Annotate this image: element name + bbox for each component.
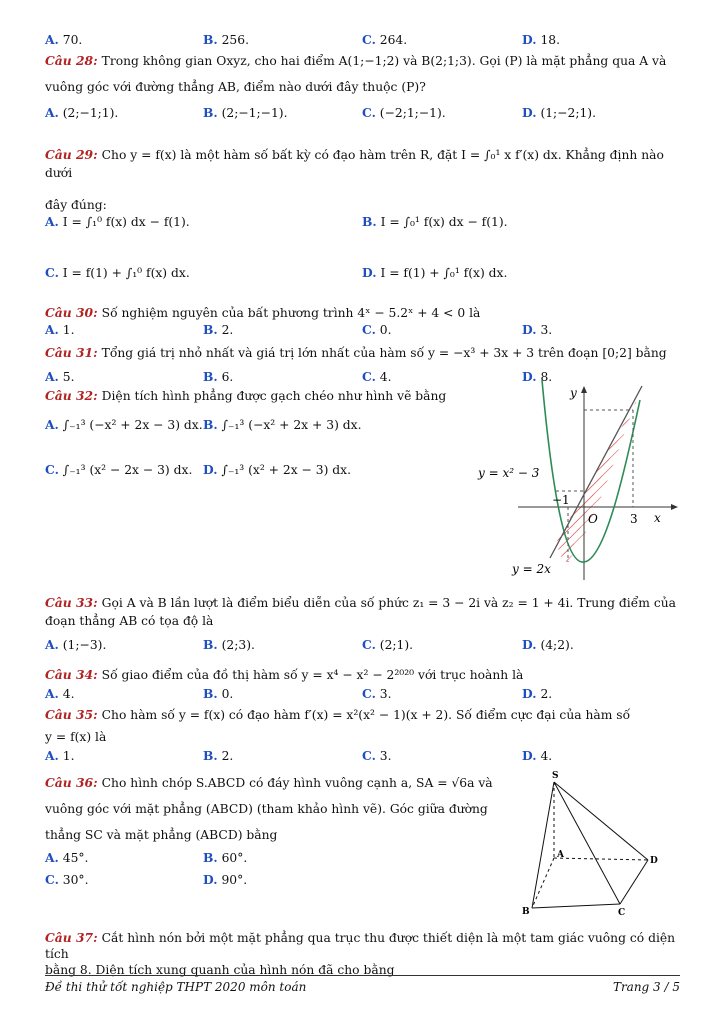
q28-option-b: B. (2;−1;−1). bbox=[203, 105, 288, 120]
parabola-label: y = x² − 3 bbox=[478, 466, 540, 480]
q31-option-c: C. 4. bbox=[362, 369, 392, 384]
pyramid-label-b: B bbox=[522, 907, 530, 917]
q34-option-c: C. 3. bbox=[362, 686, 392, 701]
q28-option-d: D. (1;−2;1). bbox=[522, 105, 597, 120]
q36-option-d: D. 90°. bbox=[203, 872, 248, 887]
q30-option-b: B. 2. bbox=[203, 322, 234, 337]
footer-title: Đề thi thử tốt nghiệp THPT 2020 môn toán bbox=[45, 980, 307, 994]
parabola-curve bbox=[542, 380, 640, 562]
pyramid-figure bbox=[510, 768, 670, 923]
q35-option-c: C. 3. bbox=[362, 748, 392, 763]
q27-option-c: C. 264. bbox=[362, 32, 408, 47]
page-footer bbox=[45, 975, 680, 994]
q31-option-a: A. 5. bbox=[45, 369, 75, 384]
q31-option-d: D. 8. bbox=[522, 369, 553, 384]
question-32: Câu 32: Diện tích hình phẳng được gạch chéo như hình vẽ bằng bbox=[45, 388, 447, 403]
pyramid-label-c: C bbox=[618, 908, 626, 918]
tick-neg1-label: −1 bbox=[552, 493, 570, 507]
q33-option-b: B. (2;3). bbox=[203, 637, 255, 652]
q29-option-c: C. I = f(1) + ∫₁⁰ f(x) dx. bbox=[45, 265, 190, 280]
q30-option-a: A. 1. bbox=[45, 322, 75, 337]
q32-option-b: B. ∫₋₁³ (−x² + 2x + 3) dx. bbox=[203, 417, 362, 432]
line-curve bbox=[550, 386, 642, 558]
q32-option-d: D. ∫₋₁³ (x² + 2x − 3) dx. bbox=[203, 462, 352, 477]
q35-option-b: B. 2. bbox=[203, 748, 234, 763]
pyramid-label-d: D bbox=[650, 856, 658, 866]
question-29: Câu 29: Cho y = f(x) là một hàm số bất kỳ có đạo hàm trên R, đặt I = ∫₀¹ x f′(x) dx. Khẳng định nào dưới đây đúng: bbox=[45, 147, 664, 212]
pyramid-label-a: A bbox=[557, 850, 564, 860]
q33-option-c: C. (2;1). bbox=[362, 637, 414, 652]
x-axis-label: x bbox=[654, 511, 661, 525]
q35-option-d: D. 4. bbox=[522, 748, 553, 763]
q28-option-a: A. (2;−1;1). bbox=[45, 105, 119, 120]
question-31: Câu 31: Tổng giá trị nhỏ nhất và giá trị lớn nhất của hàm số y = −x³ + 3x + 3 trên đoạn [0;2] bằng bbox=[45, 345, 667, 360]
q27-option-a: A. 70. bbox=[45, 32, 83, 47]
q29-option-b: B. I = ∫₀¹ f(x) dx − f(1). bbox=[362, 214, 508, 229]
question-34: Câu 34: Số giao điểm của đồ thị hàm số y = x⁴ − x² − 2²⁰²⁰ với trục hoành là bbox=[45, 667, 524, 682]
question-37: Câu 37: Cắt hình nón bởi một mặt phẳng qua trục thu được thiết diện là một tam giác vuông có diện tích bằng 8. Diện tích xung quanh của hình nón đã cho bằng bbox=[45, 930, 676, 977]
q33-option-d: D. (4;2). bbox=[522, 637, 574, 652]
question-35: Câu 35: Cho hàm số y = f(x) có đạo hàm f′(x) = x²(x² − 1)(x + 2). Số điểm cực đại của hàm số y = f(x) là bbox=[45, 707, 631, 744]
q34-option-a: A. 4. bbox=[45, 686, 75, 701]
q34-option-d: D. 2. bbox=[522, 686, 553, 701]
q32-option-c: C. ∫₋₁³ (x² − 2x − 3) dx. bbox=[45, 462, 193, 477]
pyramid-label-s: S bbox=[552, 771, 559, 781]
q27-option-d: D. 18. bbox=[522, 32, 560, 47]
q36-option-c: C. 30°. bbox=[45, 872, 89, 887]
question-33: Câu 33: Gọi A và B lần lượt là điểm biểu diễn của số phức z₁ = 3 − 2i và z₂ = 1 + 4i. Trung điểm của đoạn thẳng AB có tọa độ là bbox=[45, 595, 676, 628]
q34-option-b: B. 0. bbox=[203, 686, 234, 701]
q30-option-c: C. 0. bbox=[362, 322, 392, 337]
page-number: Trang 3 / 5 bbox=[612, 980, 680, 994]
question-30: Câu 30: Số nghiệm nguyên của bất phương trình 4ˣ − 5.2ˣ + 4 < 0 là bbox=[45, 305, 481, 320]
line-label: y = 2x bbox=[512, 562, 551, 576]
tick-3-label: 3 bbox=[630, 512, 638, 526]
q28-option-c: C. (−2;1;−1). bbox=[362, 105, 446, 120]
q36-option-b: B. 60°. bbox=[203, 850, 248, 865]
q27-option-b: B. 256. bbox=[203, 32, 249, 47]
question-36: Câu 36: Cho hình chóp S.ABCD có đáy hình vuông cạnh a, SA = √6a và vuông góc với mặt phẳng (ABCD) (tham khảo hình vẽ). Góc giữa đường thẳng SC và mặt phẳng (ABCD) bằng bbox=[45, 775, 493, 842]
q35-option-a: A. 1. bbox=[45, 748, 75, 763]
q36-option-a: A. 45°. bbox=[45, 850, 89, 865]
q33-option-a: A. (1;−3). bbox=[45, 637, 107, 652]
q32-option-a: A. ∫₋₁³ (−x² + 2x − 3) dx. bbox=[45, 417, 203, 432]
q30-option-d: D. 3. bbox=[522, 322, 553, 337]
q31-option-b: B. 6. bbox=[203, 369, 234, 384]
question-28: Câu 28: Trong không gian Oxyz, cho hai điểm A(1;−1;2) và B(2;1;3). Gọi (P) là mặt phẳng qua A và vuông góc với đường thẳng AB, điểm nào dưới đây thuộc (P)? bbox=[45, 53, 667, 94]
area-graph bbox=[470, 380, 690, 590]
origin-label: O bbox=[588, 512, 598, 526]
q29-option-d: D. I = f(1) + ∫₀¹ f(x) dx. bbox=[362, 265, 508, 280]
y-axis-label: y bbox=[570, 386, 577, 400]
q29-option-a: A. I = ∫₁⁰ f(x) dx − f(1). bbox=[45, 214, 190, 229]
